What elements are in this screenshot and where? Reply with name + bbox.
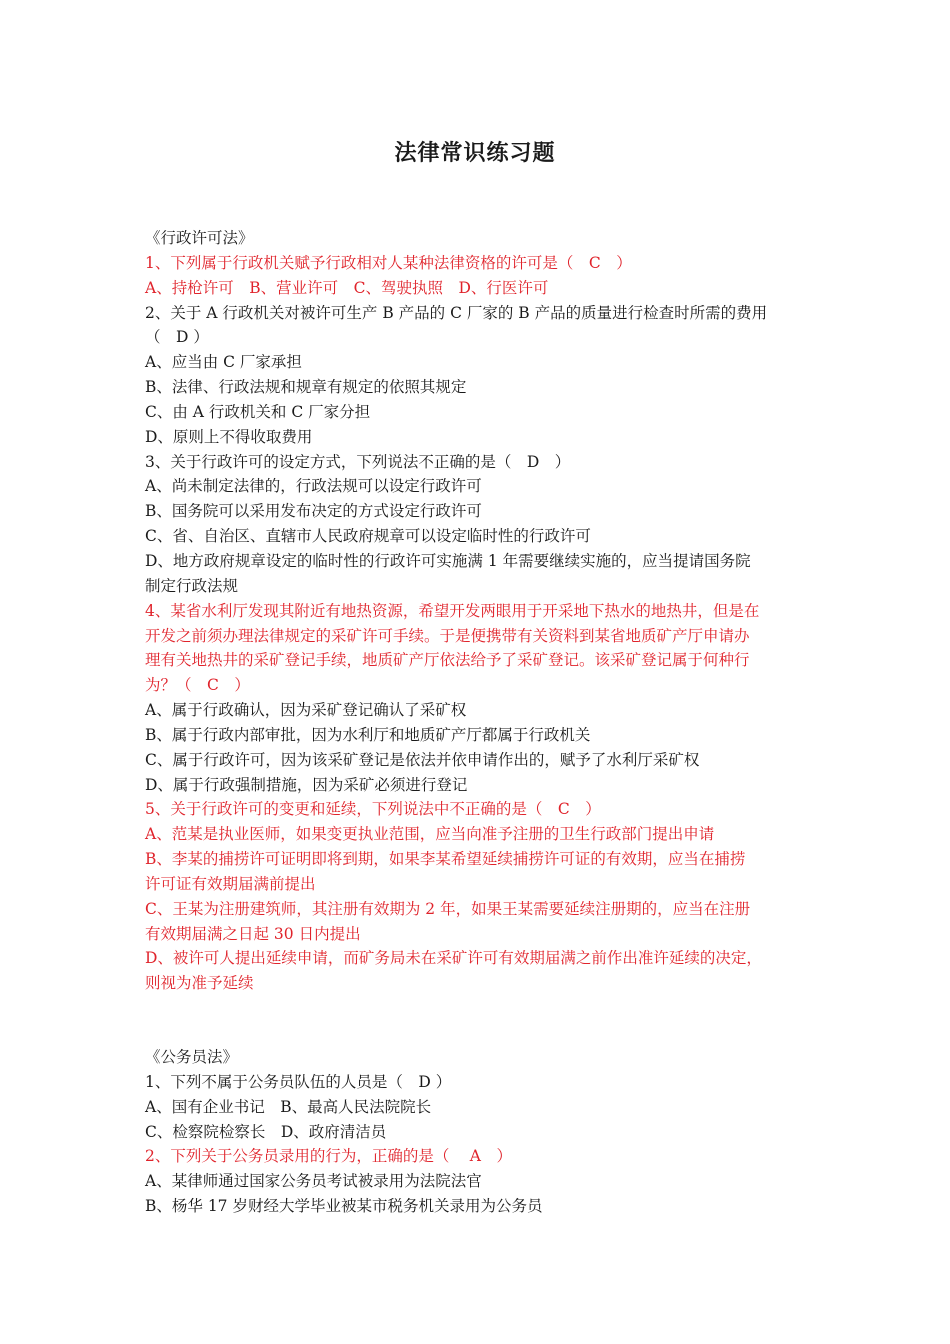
question-3-option-d: D、地方政府规章设定的临时性的行政许可实施满 1 年需要继续实施的，应当提请国务院 — [145, 551, 751, 570]
question-3-option-b: B、国务院可以采用发布决定的方式设定行政许可 — [145, 502, 482, 521]
question-2-option-a: A、应当由 C 厂家承担 — [145, 353, 302, 372]
question-5-option-d: D、被许可人提出延续申请，而矿务局未在采矿许可有效期届满之前作出准许延续的决定， — [145, 949, 762, 968]
question-4-option-a: A、属于行政确认，因为采矿登记确认了采矿权 — [145, 701, 467, 720]
question-5-option-b-cont: 许可证有效期届满前提出 — [145, 874, 316, 893]
question-3-option-c: C、省、自治区、直辖市人民政府规章可以设定临时性的行政许可 — [145, 527, 591, 546]
question-4: 4、某省水利厅发现其附近有地热资源，希望开发两眼用于开采地下热水的地热井，但是在 — [145, 601, 760, 620]
question-1-options-ab: A、国有企业书记 B、最高人民法院院长 — [145, 1097, 432, 1116]
question-2-answer: （ D ） — [145, 328, 209, 347]
page-title: 法律常识练习题 — [394, 141, 556, 166]
section-heading: 《公务员法》 — [145, 1048, 239, 1066]
question-4-option-c: C、属于行政许可，因为该采矿登记是依法并依申请作出的，赋予了水利厅采矿权 — [145, 750, 700, 769]
question-3-option-d-cont: 制定行政法规 — [145, 576, 239, 595]
question-4-cont-2: 理有关地热井的采矿登记手续，地质矿产厅依法给予了采矿登记。该采矿登记属于何种行 — [145, 651, 750, 670]
question-5-option-d-cont: 则视为准予延续 — [145, 974, 254, 993]
question-2-option-b: B、杨华 17 岁财经大学毕业被某市税务机关录用为公务员 — [145, 1197, 543, 1216]
question-1-options-cd: C、检察院检察长 D、政府清洁员 — [145, 1122, 387, 1141]
question-5: 5、关于行政许可的变更和延续，下列说法中不正确的是（ C ） — [145, 800, 601, 819]
question-1: 1、下列不属于公务员队伍的人员是（ D ） — [145, 1072, 452, 1091]
question-2-option-a: A、某律师通过国家公务员考试被录用为法院法官 — [145, 1172, 482, 1191]
question-4-option-b: B、属于行政内部审批，因为水利厅和地质矿产厅都属于行政机关 — [145, 725, 591, 744]
question-2-option-c: C、由 A 行政机关和 C 厂家分担 — [145, 402, 371, 421]
question-1-options: A、持枪许可 B、营业许可 C、驾驶执照 D、行医许可 — [145, 278, 549, 297]
question-3-option-a: A、尚未制定法律的，行政法规可以设定行政许可 — [145, 477, 482, 496]
question-4-cont-3: 为？（ C ） — [145, 676, 250, 695]
question-1: 1、下列属于行政机关赋予行政相对人某种法律资格的许可是（ C ） — [145, 253, 632, 272]
question-2-option-b: B、法律、行政法规和规章有规定的依照其规定 — [145, 378, 467, 397]
question-5-option-a: A、范某是执业医师，如果变更执业范围，应当向准予注册的卫生行政部门提出申请 — [145, 825, 715, 844]
question-5-option-c-cont: 有效期届满之日起 30 日内提出 — [145, 924, 361, 943]
question-5-option-c: C、王某为注册建筑师，其注册有效期为 2 年，如果王某需要延续注册期的，应当在注册 — [145, 899, 751, 918]
question-4-cont-1: 开发之前须办理法律规定的采矿许可手续。于是便携带有关资料到某省地质矿产厅申请办 — [145, 626, 750, 645]
section-civil-servant-law — [145, 1045, 825, 1219]
question-4-option-d: D、属于行政强制措施，因为采矿必须进行登记 — [145, 775, 468, 794]
section-heading: 《行政许可法》 — [145, 229, 254, 247]
question-5-option-b: B、李某的捕捞许可证明即将到期，如果李某希望延续捕捞许可证的有效期，应当在捕捞 — [145, 850, 746, 869]
section-administrative-licensing-law — [145, 226, 825, 996]
question-2-option-d: D、原则上不得收取费用 — [145, 427, 313, 446]
question-2: 2、下列关于公务员录用的行为，正确的是（ A ） — [145, 1147, 512, 1166]
question-2: 2、关于 A 行政机关对被许可生产 B 产品的 C 厂家的 B 产品的质量进行检查时所需的费用 — [145, 303, 768, 322]
question-3: 3、关于行政许可的设定方式，下列说法不正确的是（ D ） — [145, 452, 571, 471]
